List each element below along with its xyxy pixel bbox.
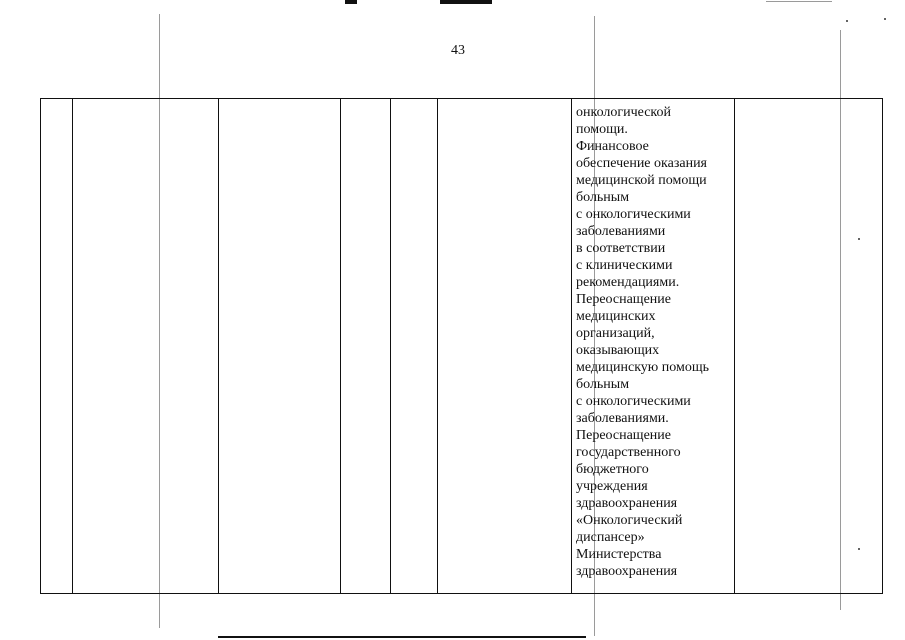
table-cell-line: с онкологическими <box>576 207 691 222</box>
table-cell-line: онкологической <box>576 105 672 120</box>
table-cell-text <box>576 104 736 580</box>
top-scan-mark-left <box>345 0 357 4</box>
table-cell-line: организаций, <box>576 326 655 341</box>
page-number: 43 <box>451 43 465 58</box>
table-cell-line: Переоснащение <box>576 292 671 307</box>
scan-speck-4 <box>858 548 860 550</box>
table-cell-line: бюджетного <box>576 462 649 477</box>
table-cell-line: медицинской помощи <box>576 173 707 188</box>
table-cell-line: рекомендациями. <box>576 275 680 290</box>
scan-speck-2 <box>884 18 886 20</box>
table-cell-line: заболеваниями <box>576 224 666 239</box>
table-cell-line: больным <box>576 190 630 205</box>
table-column-border-4 <box>340 98 341 594</box>
scan-guide-line-left <box>159 14 160 628</box>
table-cell-line: «Онкологический <box>576 513 683 528</box>
table-cell-line: государственного <box>576 445 681 460</box>
table-cell-line: Министерства <box>576 547 662 562</box>
top-scan-mark-right <box>440 0 492 4</box>
table-cell-line: диспансер» <box>576 530 645 545</box>
table-cell-line: оказывающих <box>576 343 660 358</box>
table-column-border-1 <box>40 98 41 594</box>
table-column-border-3 <box>218 98 219 594</box>
table-cell-line: медицинскую помощь <box>576 360 710 375</box>
table-cell-line: с клиническими <box>576 258 673 273</box>
scan-speck-3 <box>858 238 860 240</box>
scan-speck-1 <box>846 20 848 22</box>
table-cell-line: медицинских <box>576 309 656 324</box>
table-cell-line: здравоохранения <box>576 496 678 511</box>
scan-guide-line-right <box>840 30 841 610</box>
table-column-border-9 <box>882 98 883 594</box>
table-cell-line: Финансовое <box>576 139 649 154</box>
table-cell-line: учреждения <box>576 479 648 494</box>
bottom-scan-line <box>218 636 586 638</box>
table-column-border-5 <box>390 98 391 594</box>
table-top-border <box>40 98 883 99</box>
table-cell-line: заболеваниями. <box>576 411 669 426</box>
table-column-border-6 <box>437 98 438 594</box>
table-cell-line: больным <box>576 377 630 392</box>
table-cell-line: помощи. <box>576 122 628 137</box>
table-cell-line: здравоохранения <box>576 564 678 579</box>
table-cell-line: с онкологическими <box>576 394 691 409</box>
table-cell-line: Переоснащение <box>576 428 671 443</box>
table-column-border-2 <box>72 98 73 594</box>
table-cell-line: в соответствии <box>576 241 666 256</box>
top-scan-line <box>766 1 832 2</box>
table-column-border-7 <box>571 98 572 594</box>
table-cell-line: обеспечение оказания <box>576 156 707 171</box>
table-bottom-border <box>40 593 883 594</box>
